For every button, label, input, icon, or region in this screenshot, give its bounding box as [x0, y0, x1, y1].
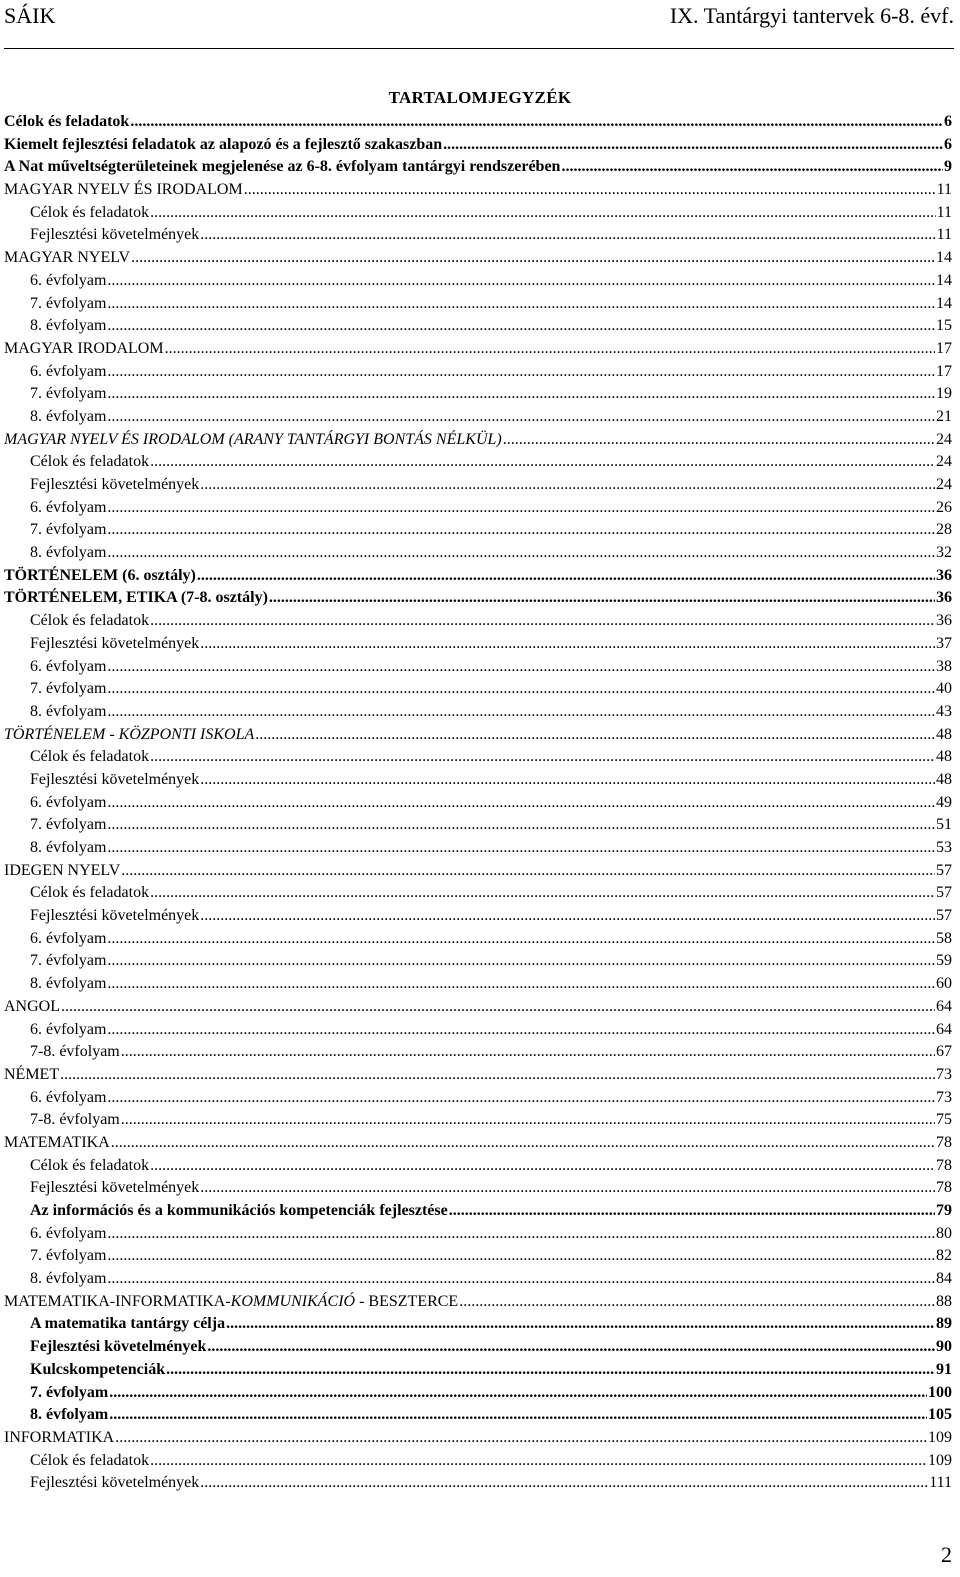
toc-entry-page: 109	[928, 1451, 952, 1469]
dot-leader	[443, 134, 943, 157]
toc-entry[interactable]	[4, 746, 952, 769]
dot-leader	[200, 1177, 935, 1200]
dot-leader	[107, 406, 935, 429]
toc-entry-title: Fejlesztési követelmények	[30, 476, 200, 493]
toc-entry-page: 84	[936, 1270, 952, 1288]
toc-entry-title: Célok és feladatok	[30, 1156, 150, 1174]
toc-entry-page: 24	[936, 453, 952, 471]
toc-entry-page: 48	[936, 748, 952, 766]
toc-entry[interactable]	[4, 134, 952, 157]
toc-entry[interactable]	[4, 678, 952, 701]
toc-entry-title: Fejlesztési követelmények	[30, 770, 200, 788]
toc-entry-title: Fejlesztési követelmények	[30, 1474, 200, 1492]
toc-entry-title: 7. évfolyam	[30, 952, 107, 970]
toc-entry-page: 11	[936, 181, 952, 199]
toc-entry[interactable]	[4, 1404, 952, 1427]
toc-entry[interactable]	[4, 1313, 952, 1336]
toc-entry-title: MAGYAR NYELV	[4, 249, 131, 267]
toc-entry-title: 8. évfolyam	[30, 975, 107, 993]
toc-entry-page: 21	[936, 407, 952, 425]
toc-entry-page: 58	[936, 929, 952, 947]
toc-entry-page: 15	[936, 317, 952, 335]
toc-entry-page: 36	[936, 589, 952, 607]
toc-entry-title: MAGYAR NYELV ÉS IRODALOM (ARANY TANTÁRGYI BONTÁS NÉLKÜL)	[4, 430, 502, 448]
toc-entry-title: 6. évfolyam	[30, 498, 107, 516]
dot-leader	[111, 1132, 935, 1155]
toc-entry-page: 105	[928, 1406, 952, 1424]
dot-leader	[121, 860, 935, 883]
toc-entry-page: 78	[936, 1156, 952, 1174]
dot-leader	[449, 1200, 935, 1223]
toc-entry[interactable]	[4, 1291, 952, 1314]
dot-leader	[255, 724, 935, 747]
dot-leader	[107, 315, 935, 338]
toc-entry-title: Fejlesztési követelmények	[30, 907, 200, 925]
toc-entry-title: Célok és feladatok	[30, 748, 150, 766]
toc-entry[interactable]	[4, 293, 952, 316]
toc-entry-title: A Nat műveltségterületeinek megjelenése az 6-8. évfolyam tantárgyi rendszerében	[4, 158, 561, 176]
toc-entry[interactable]	[4, 905, 952, 928]
toc-entry[interactable]	[4, 1359, 952, 1382]
toc-entry-title: 8. évfolyam	[30, 544, 107, 562]
toc-entry[interactable]	[4, 338, 952, 361]
header-rule	[4, 48, 954, 49]
toc-entry[interactable]	[4, 1382, 952, 1405]
dot-leader	[107, 973, 935, 996]
toc-entry[interactable]	[4, 701, 952, 724]
toc-entry-title: 7. évfolyam	[30, 385, 107, 403]
toc-entry-page: 73	[936, 1088, 952, 1106]
toc-entry-title: NÉMET	[4, 1065, 60, 1083]
toc-entry-page: 100	[928, 1383, 952, 1401]
dot-leader	[150, 1450, 927, 1473]
toc-entry-title: 6. évfolyam	[30, 929, 107, 947]
toc-entry[interactable]	[4, 1177, 952, 1200]
dot-leader	[107, 1223, 935, 1246]
toc-entry-page: 88	[936, 1292, 952, 1310]
toc-entry-title: TÖRTÉNELEM (6. osztály)	[4, 566, 196, 584]
toc-entry-title: 8. évfolyam	[30, 839, 107, 856]
dot-leader	[107, 792, 935, 815]
toc-entry[interactable]	[4, 769, 952, 792]
toc-entry-title: TÖRTÉNELEM, ETIKA (7-8. osztály)	[4, 589, 268, 607]
toc-entry-title: 7. évfolyam	[30, 680, 107, 698]
toc-entry-page: 6	[944, 135, 952, 153]
toc-entry[interactable]	[4, 633, 952, 656]
dot-leader	[60, 1064, 935, 1087]
toc-entry-page: 89	[936, 1315, 952, 1333]
dot-leader	[107, 519, 935, 542]
dot-leader	[130, 111, 943, 134]
dot-leader	[200, 474, 935, 497]
toc-entry-title: TÖRTÉNELEM - KÖZPONTI ISKOLA	[4, 725, 255, 743]
toc-entry[interactable]	[4, 406, 952, 429]
toc-entry[interactable]	[4, 837, 952, 860]
toc-entry[interactable]	[4, 497, 952, 520]
toc-entry-page: 53	[936, 839, 952, 856]
toc-entry[interactable]	[4, 179, 952, 202]
toc-entry-title: 6. évfolyam	[30, 1088, 107, 1106]
toc-entry-page: 111	[929, 1474, 952, 1492]
toc-entry-page: 17	[936, 362, 952, 380]
toc-entry[interactable]	[4, 950, 952, 973]
toc-entry[interactable]	[4, 270, 952, 293]
dot-leader	[150, 882, 935, 905]
toc-entry-title: 8. évfolyam	[30, 407, 107, 425]
toc-entry[interactable]	[4, 1427, 952, 1450]
toc-entry[interactable]	[4, 1155, 952, 1178]
dot-leader	[107, 678, 935, 701]
toc-entry-page: 91	[936, 1360, 952, 1378]
toc-entry[interactable]	[4, 565, 952, 588]
toc-entry-title: 7. évfolyam	[30, 294, 107, 312]
toc-entry-page: 75	[936, 1111, 952, 1129]
dot-leader	[150, 1155, 935, 1178]
toc-entry[interactable]	[4, 542, 952, 565]
toc-title: TARTALOMJEGYZÉK	[388, 88, 572, 107]
dot-leader	[200, 769, 935, 792]
dot-leader	[131, 247, 935, 270]
dot-leader	[107, 837, 935, 860]
toc-entry[interactable]	[4, 724, 952, 747]
dot-leader	[107, 1268, 935, 1291]
toc-entry-title: 6. évfolyam	[30, 657, 107, 675]
toc-entry-page: 109	[928, 1428, 952, 1446]
dot-leader	[107, 293, 935, 316]
toc-entry[interactable]	[4, 1245, 952, 1268]
toc-entry-title: Célok és feladatok	[30, 1451, 150, 1469]
dot-leader	[107, 542, 935, 565]
toc-entry-page: 79	[936, 1202, 952, 1219]
dot-leader	[109, 1382, 927, 1405]
toc-entry-title: MAGYAR NYELV ÉS IRODALOM	[4, 181, 243, 199]
toc-entry[interactable]	[4, 1450, 952, 1473]
toc-entry-title: INFORMATIKA	[4, 1428, 115, 1446]
toc-entry[interactable]	[4, 224, 952, 247]
toc-entry-title: MATEMATIKA-INFORMATIKA-KOMMUNIKÁCIÓ - BESZTERCE	[4, 1292, 459, 1310]
dot-leader	[109, 1404, 927, 1427]
toc-entry[interactable]	[4, 928, 952, 951]
toc-entry-page: 67	[936, 1043, 952, 1061]
dot-leader	[166, 1359, 935, 1382]
toc-entry[interactable]	[4, 792, 952, 815]
toc-entry-title: Célok és feladatok	[30, 612, 150, 630]
toc-entry-title: 7. évfolyam	[30, 816, 107, 834]
dot-leader	[197, 565, 935, 588]
toc-entry-page: 43	[936, 702, 952, 720]
toc-entry[interactable]	[4, 1268, 952, 1291]
toc-entry-title: 8. évfolyam	[30, 317, 107, 335]
toc-entry-title: 7. évfolyam	[30, 521, 107, 539]
dot-leader	[107, 950, 935, 973]
toc-entry-page: 9	[944, 158, 952, 176]
toc-entry-title: 7. évfolyam	[30, 1247, 107, 1265]
toc-entry-page: 11	[936, 203, 952, 221]
toc-entry[interactable]	[4, 1019, 952, 1042]
toc-entry-page: 26	[936, 498, 952, 516]
toc-entry-title: Célok és feladatok	[30, 884, 150, 902]
toc-entry-page: 57	[936, 907, 952, 925]
toc-entry-page: 82	[936, 1247, 952, 1265]
toc-entry[interactable]	[4, 474, 952, 497]
toc-entry-title: Fejlesztési követelmények	[30, 1179, 200, 1197]
toc-entry-page: 28	[936, 521, 952, 539]
dot-leader	[561, 156, 943, 179]
toc-entry-title: 8. évfolyam	[30, 1406, 109, 1424]
toc-entry[interactable]	[4, 1064, 952, 1087]
toc-entry-page: 38	[936, 657, 952, 675]
toc-entry-page: 73	[936, 1065, 952, 1083]
toc-entry-page: 36	[936, 566, 952, 584]
dot-leader	[200, 224, 935, 247]
dot-leader	[107, 1019, 935, 1042]
toc-entry-page: 57	[936, 884, 952, 902]
toc-entry-page: 49	[936, 793, 952, 811]
toc-entry-page: 64	[936, 1020, 952, 1038]
dot-leader	[150, 610, 935, 633]
toc-entry-title: 7. évfolyam	[30, 1383, 109, 1401]
toc-entry-page: 57	[936, 861, 952, 879]
toc-entry[interactable]	[4, 1041, 952, 1064]
toc-entry[interactable]	[4, 1132, 952, 1155]
dot-leader	[107, 497, 935, 520]
dot-leader	[115, 1427, 927, 1450]
dot-leader	[107, 361, 935, 384]
toc-entry-page: 19	[936, 385, 952, 403]
toc-entry[interactable]	[4, 996, 952, 1019]
toc-entry[interactable]	[4, 315, 952, 338]
dot-leader	[150, 746, 935, 769]
toc-entry-page: 14	[936, 294, 952, 312]
toc-entry-page: 6	[944, 113, 952, 130]
toc-entry-page: 80	[936, 1224, 952, 1242]
toc-entry-title: MAGYAR IRODALOM	[4, 339, 164, 357]
toc-entry[interactable]	[4, 247, 952, 270]
toc-entry[interactable]	[4, 610, 952, 633]
toc-entry[interactable]	[4, 111, 952, 134]
toc-entry[interactable]	[4, 202, 952, 225]
toc-entry-title: Célok és feladatok	[30, 203, 150, 221]
toc-entry-page: 90	[936, 1338, 952, 1356]
toc-entry-page: 48	[936, 725, 952, 743]
dot-leader	[107, 814, 935, 837]
toc-entry-title: Célok és feladatok	[30, 453, 150, 471]
dot-leader	[200, 633, 935, 656]
toc-entry-title: IDEGEN NYELV	[4, 861, 121, 879]
toc-entry[interactable]	[4, 860, 952, 883]
dot-leader	[165, 338, 935, 361]
toc-entry-page: 24	[936, 430, 952, 448]
toc-entry-title: Fejlesztési követelmények	[30, 634, 200, 652]
toc-entry[interactable]	[4, 156, 952, 179]
header-left-text: SÁIK	[4, 3, 56, 28]
toc-entry-title: 6. évfolyam	[30, 1020, 107, 1038]
toc-entry[interactable]	[4, 1223, 952, 1246]
dot-leader	[107, 383, 935, 406]
dot-leader	[61, 996, 935, 1019]
toc-entry-title: Kiemelt fejlesztési feladatok az alapozó és a fejlesztő szakaszban	[4, 135, 443, 153]
toc-entry[interactable]	[4, 361, 952, 384]
toc-entry-title: 6. évfolyam	[30, 271, 107, 289]
toc-entry-page: 32	[936, 544, 952, 562]
toc-entry[interactable]	[4, 519, 952, 542]
dot-leader	[107, 1087, 935, 1110]
toc-entry-page: 78	[936, 1133, 952, 1151]
toc-entry[interactable]	[4, 1336, 952, 1359]
dot-leader	[121, 1041, 935, 1064]
dot-leader	[244, 179, 936, 202]
dot-leader	[269, 587, 935, 610]
toc-entry-title: 7-8. évfolyam	[30, 1111, 120, 1129]
toc-entry-page: 59	[936, 952, 952, 970]
toc-entry-title: Kulcskompetenciák	[30, 1360, 166, 1378]
toc-entry-page: 60	[936, 975, 952, 993]
toc-entry-page: 40	[936, 680, 952, 698]
toc-entry-title: 8. évfolyam	[30, 702, 107, 720]
toc-entry[interactable]	[4, 1109, 952, 1132]
toc-entry-title: MATEMATIKA	[4, 1133, 110, 1151]
toc-entry-page: 14	[936, 271, 952, 289]
toc-entry-page: 51	[936, 816, 952, 834]
toc-entry-title: Az információs és a kommunikációs kompetenciák fejlesztése	[30, 1202, 448, 1219]
dot-leader	[207, 1336, 935, 1359]
toc-entry-title: Fejlesztési követelmények	[30, 1338, 207, 1356]
toc-entry-page: 17	[936, 339, 952, 357]
toc-entry[interactable]	[4, 383, 952, 406]
toc-entry-title: 6. évfolyam	[30, 793, 107, 811]
dot-leader	[503, 429, 935, 452]
toc-entry-page: 24	[936, 476, 952, 493]
toc-entry[interactable]	[4, 656, 952, 679]
toc-entry-title: 7-8. évfolyam	[30, 1043, 120, 1061]
page-number: 2	[941, 1542, 952, 1567]
dot-leader	[107, 928, 935, 951]
toc-entry-page: 64	[936, 997, 952, 1015]
dot-leader	[107, 1245, 935, 1268]
toc-entry[interactable]	[4, 973, 952, 996]
toc-entry[interactable]	[4, 429, 952, 452]
table-of-contents	[4, 111, 952, 1495]
toc-entry-title: 8. évfolyam	[30, 1270, 107, 1288]
toc-entry-page: 78	[936, 1179, 952, 1197]
toc-entry-title: ANGOL	[4, 997, 60, 1015]
toc-entry-title: 6. évfolyam	[30, 362, 107, 380]
toc-entry-title: 6. évfolyam	[30, 1224, 107, 1242]
toc-entry-title: Fejlesztési követelmények	[30, 226, 200, 244]
dot-leader	[107, 656, 935, 679]
dot-leader	[107, 270, 935, 293]
toc-entry-page: 14	[936, 249, 952, 267]
dot-leader	[200, 905, 935, 928]
toc-entry-title: A matematika tantárgy célja	[30, 1315, 226, 1333]
toc-entry[interactable]	[4, 451, 952, 474]
toc-entry[interactable]	[4, 1087, 952, 1110]
dot-leader	[459, 1291, 935, 1314]
toc-entry[interactable]	[4, 1472, 952, 1495]
toc-entry[interactable]	[4, 814, 952, 837]
toc-entry-page: 48	[936, 770, 952, 788]
toc-entry-page: 11	[936, 226, 952, 244]
dot-leader	[150, 451, 935, 474]
header-right-text: IX. Tantárgyi tantervek 6-8. évf.	[669, 3, 954, 28]
toc-entry[interactable]	[4, 587, 952, 610]
dot-leader	[226, 1313, 935, 1336]
dot-leader	[200, 1472, 928, 1495]
toc-entry[interactable]	[4, 882, 952, 905]
dot-leader	[150, 202, 936, 225]
toc-entry-title: Célok és feladatok	[4, 113, 130, 130]
dot-leader	[107, 701, 935, 724]
toc-entry-page: 37	[936, 634, 952, 652]
dot-leader	[121, 1109, 935, 1132]
running-header	[4, 0, 954, 44]
toc-entry-page: 36	[936, 612, 952, 630]
toc-entry[interactable]	[4, 1200, 952, 1223]
